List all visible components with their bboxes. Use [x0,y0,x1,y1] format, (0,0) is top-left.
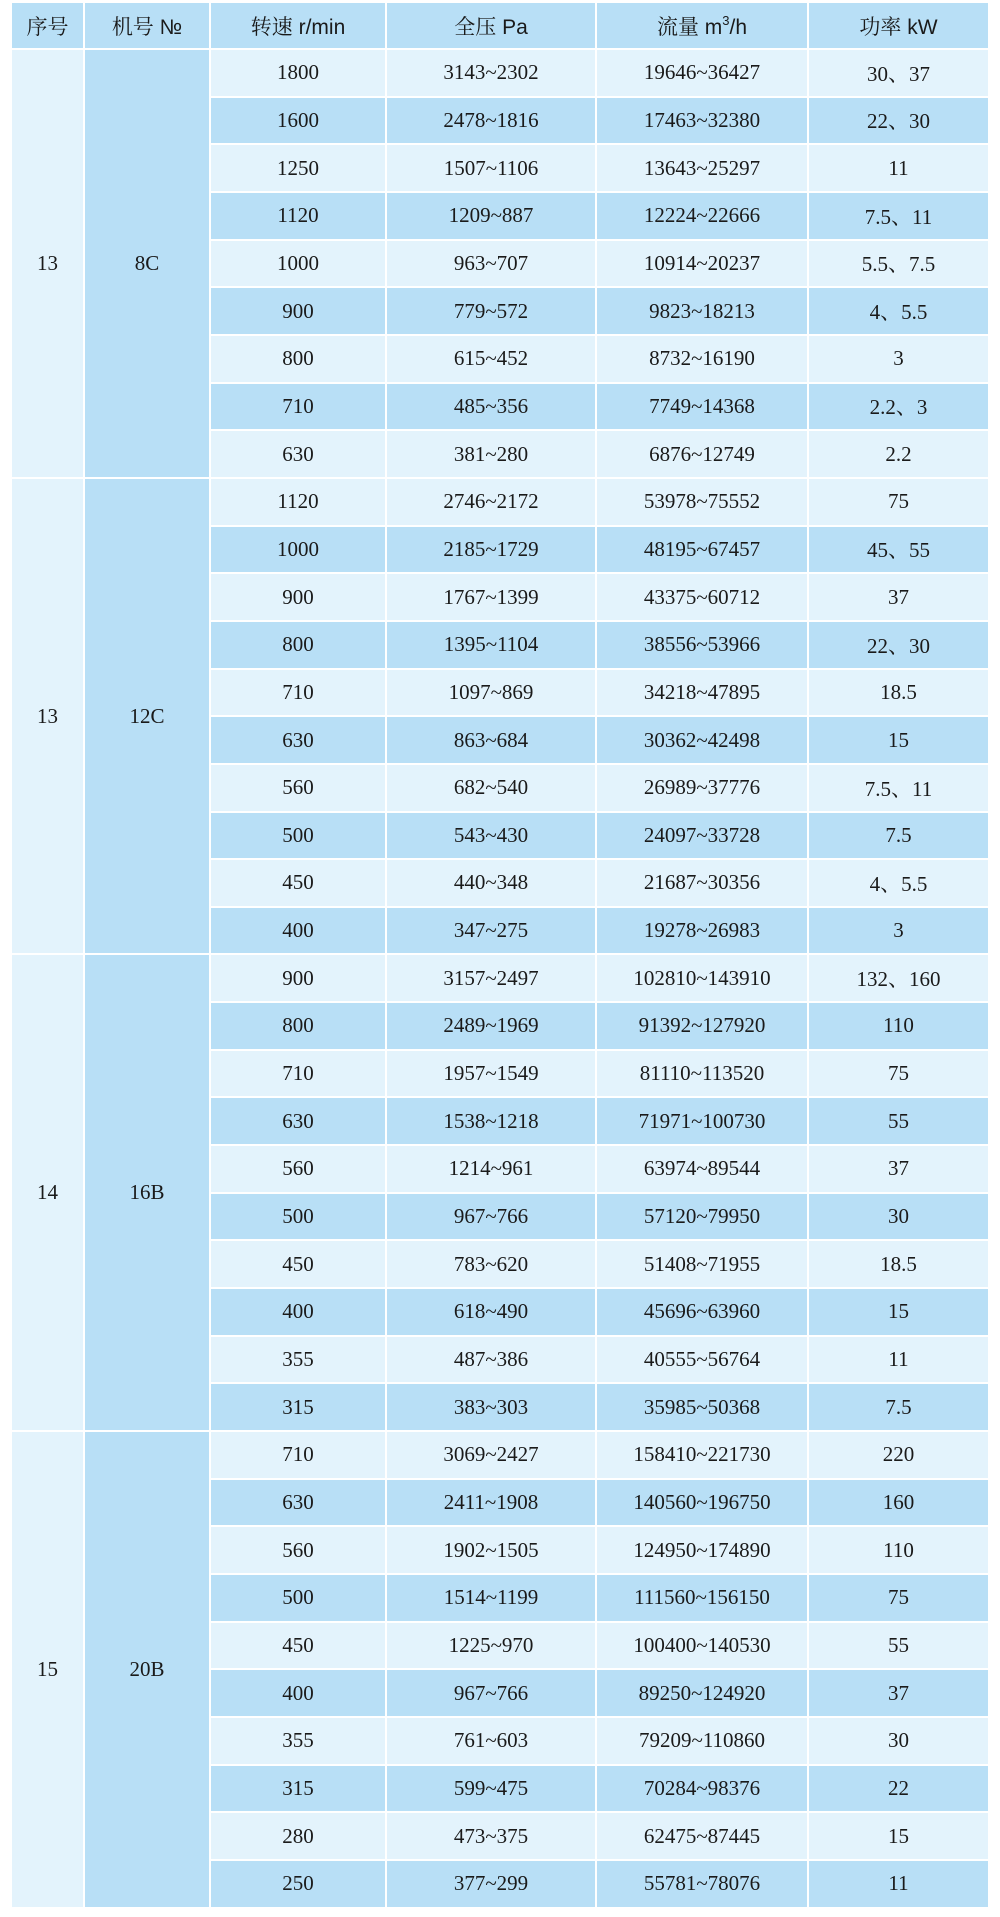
power-cell: 37 [808,1669,988,1717]
flow-cell: 81110~113520 [596,1050,808,1098]
pressure-cell: 1902~1505 [386,1526,596,1574]
pressure-cell: 2185~1729 [386,526,596,574]
flow-cell: 9823~18213 [596,287,808,335]
flow-cell: 6876~12749 [596,430,808,478]
speed-cell: 710 [210,669,386,717]
seq-cell: 14 [12,954,84,1431]
pressure-cell: 863~684 [386,716,596,764]
power-cell: 37 [808,1145,988,1193]
pressure-cell: 963~707 [386,240,596,288]
flow-cell: 26989~37776 [596,764,808,812]
flow-cell: 38556~53966 [596,621,808,669]
flow-cell: 17463~32380 [596,97,808,145]
flow-cell: 71971~100730 [596,1097,808,1145]
flow-cell: 30362~42498 [596,716,808,764]
speed-cell: 1120 [210,478,386,526]
model-cell: 16B [84,954,210,1431]
speed-cell: 800 [210,621,386,669]
power-cell: 22、30 [808,621,988,669]
table-body [12,49,988,1908]
speed-cell: 315 [210,1765,386,1813]
fan-performance-table [12,3,988,1909]
speed-cell: 500 [210,812,386,860]
power-cell: 7.5、11 [808,764,988,812]
flow-cell: 48195~67457 [596,526,808,574]
power-cell: 110 [808,1002,988,1050]
pressure-cell: 381~280 [386,430,596,478]
pressure-cell: 377~299 [386,1860,596,1908]
power-cell: 75 [808,1574,988,1622]
seq-cell: 15 [12,1431,84,1908]
power-cell: 3 [808,335,988,383]
speed-cell: 630 [210,1097,386,1145]
table-row [12,478,988,526]
speed-cell: 1000 [210,240,386,288]
pressure-cell: 599~475 [386,1765,596,1813]
pressure-cell: 1538~1218 [386,1097,596,1145]
flow-cell: 89250~124920 [596,1669,808,1717]
speed-cell: 450 [210,1240,386,1288]
speed-cell: 630 [210,430,386,478]
pressure-cell: 1209~887 [386,192,596,240]
flow-cell: 111560~156150 [596,1574,808,1622]
pressure-cell: 487~386 [386,1336,596,1384]
speed-cell: 1120 [210,192,386,240]
speed-cell: 1600 [210,97,386,145]
pressure-cell: 3143~2302 [386,49,596,97]
flow-cell: 53978~75552 [596,478,808,526]
speed-cell: 450 [210,1622,386,1670]
speed-cell: 630 [210,1479,386,1527]
speed-cell: 630 [210,716,386,764]
pressure-cell: 440~348 [386,859,596,907]
pressure-cell: 347~275 [386,907,596,955]
speed-cell: 500 [210,1574,386,1622]
flow-cell: 10914~20237 [596,240,808,288]
speed-cell: 400 [210,1669,386,1717]
flow-cell: 140560~196750 [596,1479,808,1527]
power-cell: 75 [808,478,988,526]
power-cell: 22 [808,1765,988,1813]
pressure-cell: 2489~1969 [386,1002,596,1050]
power-cell: 5.5、7.5 [808,240,988,288]
speed-cell: 900 [210,573,386,621]
pressure-cell: 3157~2497 [386,954,596,1002]
flow-cell: 63974~89544 [596,1145,808,1193]
speed-cell: 560 [210,764,386,812]
speed-cell: 800 [210,335,386,383]
speed-cell: 800 [210,1002,386,1050]
power-cell: 11 [808,144,988,192]
header-seq: 序号 [12,3,84,49]
power-cell: 132、160 [808,954,988,1002]
power-cell: 55 [808,1097,988,1145]
flow-cell: 51408~71955 [596,1240,808,1288]
pressure-cell: 615~452 [386,335,596,383]
pressure-cell: 2411~1908 [386,1479,596,1527]
power-cell: 45、55 [808,526,988,574]
pressure-cell: 3069~2427 [386,1431,596,1479]
flow-cell: 124950~174890 [596,1526,808,1574]
header-flow-prefix: 流量 m [656,15,723,39]
flow-cell: 62475~87445 [596,1812,808,1860]
speed-cell: 1000 [210,526,386,574]
speed-cell: 710 [210,383,386,431]
table-row [12,954,988,1002]
speed-cell: 1800 [210,49,386,97]
flow-cell: 100400~140530 [596,1622,808,1670]
pressure-cell: 543~430 [386,812,596,860]
pressure-cell: 473~375 [386,1812,596,1860]
power-cell: 4、5.5 [808,287,988,335]
power-cell: 55 [808,1622,988,1670]
power-cell: 15 [808,1288,988,1336]
pressure-cell: 1395~1104 [386,621,596,669]
power-cell: 37 [808,573,988,621]
speed-cell: 900 [210,954,386,1002]
pressure-cell: 1514~1199 [386,1574,596,1622]
pressure-cell: 2746~2172 [386,478,596,526]
flow-cell: 24097~33728 [596,812,808,860]
power-cell: 75 [808,1050,988,1098]
speed-cell: 900 [210,287,386,335]
pressure-cell: 1767~1399 [386,573,596,621]
model-cell: 20B [84,1431,210,1908]
power-cell: 18.5 [808,1240,988,1288]
table-row [12,1431,988,1479]
model-cell: 12C [84,478,210,955]
speed-cell: 315 [210,1383,386,1431]
pressure-cell: 1507~1106 [386,144,596,192]
header-power: 功率 kW [808,3,988,49]
power-cell: 4、5.5 [808,859,988,907]
flow-cell: 79209~110860 [596,1717,808,1765]
power-cell: 15 [808,716,988,764]
flow-cell: 102810~143910 [596,954,808,1002]
flow-cell: 43375~60712 [596,573,808,621]
speed-cell: 400 [210,907,386,955]
flow-cell: 40555~56764 [596,1336,808,1384]
header-flow-sup: 3 [722,12,730,28]
power-cell: 7.5 [808,1383,988,1431]
flow-cell: 21687~30356 [596,859,808,907]
pressure-cell: 682~540 [386,764,596,812]
pressure-cell: 761~603 [386,1717,596,1765]
flow-cell: 19278~26983 [596,907,808,955]
power-cell: 160 [808,1479,988,1527]
header-model: 机号 № [84,3,210,49]
speed-cell: 450 [210,859,386,907]
speed-cell: 355 [210,1717,386,1765]
flow-cell: 35985~50368 [596,1383,808,1431]
pressure-cell: 967~766 [386,1193,596,1241]
pressure-cell: 383~303 [386,1383,596,1431]
power-cell: 11 [808,1336,988,1384]
header-pressure: 全压 Pa [386,3,596,49]
power-cell: 30、37 [808,49,988,97]
flow-cell: 13643~25297 [596,144,808,192]
speed-cell: 250 [210,1860,386,1908]
flow-cell: 45696~63960 [596,1288,808,1336]
speed-cell: 280 [210,1812,386,1860]
flow-cell: 70284~98376 [596,1765,808,1813]
speed-cell: 400 [210,1288,386,1336]
seq-cell: 13 [12,478,84,955]
flow-cell: 34218~47895 [596,669,808,717]
pressure-cell: 779~572 [386,287,596,335]
speed-cell: 710 [210,1050,386,1098]
pressure-cell: 967~766 [386,1669,596,1717]
flow-cell: 12224~22666 [596,192,808,240]
flow-cell: 8732~16190 [596,335,808,383]
pressure-cell: 2478~1816 [386,97,596,145]
speed-cell: 560 [210,1145,386,1193]
model-cell: 8C [84,49,210,478]
pressure-cell: 618~490 [386,1288,596,1336]
header-flow-suffix: /h [729,15,748,39]
flow-cell: 158410~221730 [596,1431,808,1479]
table-header [12,3,988,49]
pressure-cell: 1225~970 [386,1622,596,1670]
pressure-cell: 485~356 [386,383,596,431]
speed-cell: 1250 [210,144,386,192]
power-cell: 7.5 [808,812,988,860]
header-speed: 转速 r/min [210,3,386,49]
pressure-cell: 1097~869 [386,669,596,717]
power-cell: 220 [808,1431,988,1479]
speed-cell: 560 [210,1526,386,1574]
power-cell: 22、30 [808,97,988,145]
power-cell: 15 [808,1812,988,1860]
power-cell: 18.5 [808,669,988,717]
flow-cell: 19646~36427 [596,49,808,97]
pressure-cell: 783~620 [386,1240,596,1288]
power-cell: 110 [808,1526,988,1574]
fan-performance-table-wrapper [12,3,988,1909]
header-flow [596,3,808,49]
seq-cell: 13 [12,49,84,478]
pressure-cell: 1214~961 [386,1145,596,1193]
flow-cell: 7749~14368 [596,383,808,431]
speed-cell: 355 [210,1336,386,1384]
speed-cell: 500 [210,1193,386,1241]
power-cell: 30 [808,1193,988,1241]
power-cell: 2.2 [808,430,988,478]
flow-cell: 55781~78076 [596,1860,808,1908]
flow-cell: 57120~79950 [596,1193,808,1241]
table-row [12,49,988,97]
power-cell: 3 [808,907,988,955]
power-cell: 11 [808,1860,988,1908]
power-cell: 30 [808,1717,988,1765]
speed-cell: 710 [210,1431,386,1479]
pressure-cell: 1957~1549 [386,1050,596,1098]
power-cell: 7.5、11 [808,192,988,240]
power-cell: 2.2、3 [808,383,988,431]
flow-cell: 91392~127920 [596,1002,808,1050]
header-row [12,3,988,49]
